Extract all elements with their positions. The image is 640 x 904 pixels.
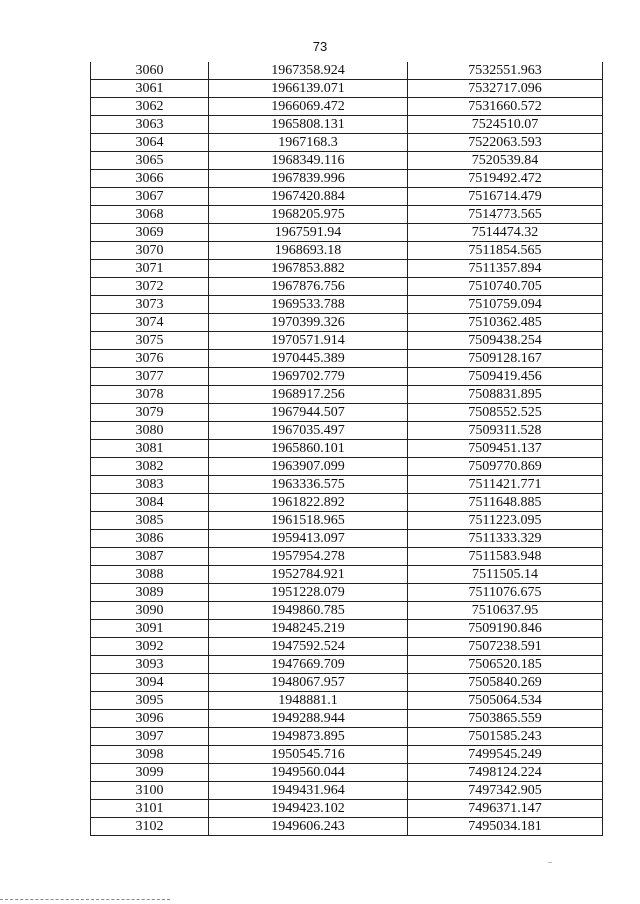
x-coordinate-cell: 1949423.102	[209, 800, 408, 818]
page-number: 73	[312, 39, 328, 54]
point-number-cell: 3060	[91, 62, 209, 80]
scan-speck	[548, 862, 552, 863]
y-coordinate-cell: 7520539.84	[408, 152, 603, 170]
x-coordinate-cell: 1970445.389	[209, 350, 408, 368]
table-row	[91, 62, 603, 80]
table-row	[91, 764, 603, 782]
table-row	[91, 170, 603, 188]
x-coordinate-cell: 1965860.101	[209, 440, 408, 458]
x-coordinate-cell: 1947592.524	[209, 638, 408, 656]
point-number-cell: 3085	[91, 512, 209, 530]
y-coordinate-cell: 7524510.07	[408, 116, 603, 134]
table-row	[91, 152, 603, 170]
y-coordinate-cell: 7507238.591	[408, 638, 603, 656]
y-coordinate-cell: 7511648.885	[408, 494, 603, 512]
y-coordinate-cell: 7531660.572	[408, 98, 603, 116]
point-number-cell: 3099	[91, 764, 209, 782]
point-number-cell: 3082	[91, 458, 209, 476]
point-number-cell: 3097	[91, 728, 209, 746]
x-coordinate-cell: 1957954.278	[209, 548, 408, 566]
y-coordinate-cell: 7511223.095	[408, 512, 603, 530]
coordinates-table-body	[91, 62, 603, 836]
point-number-cell: 3091	[91, 620, 209, 638]
point-number-cell: 3100	[91, 782, 209, 800]
x-coordinate-cell: 1949431.964	[209, 782, 408, 800]
x-coordinate-cell: 1949873.895	[209, 728, 408, 746]
table-row	[91, 584, 603, 602]
x-coordinate-cell: 1948245.219	[209, 620, 408, 638]
point-number-cell: 3070	[91, 242, 209, 260]
x-coordinate-cell: 1959413.097	[209, 530, 408, 548]
y-coordinate-cell: 7532551.963	[408, 62, 603, 80]
table-row	[91, 656, 603, 674]
y-coordinate-cell: 7506520.185	[408, 656, 603, 674]
point-number-cell: 3064	[91, 134, 209, 152]
point-number-cell: 3080	[91, 422, 209, 440]
y-coordinate-cell: 7516714.479	[408, 188, 603, 206]
y-coordinate-cell: 7509451.137	[408, 440, 603, 458]
table-row	[91, 134, 603, 152]
point-number-cell: 3101	[91, 800, 209, 818]
point-number-cell: 3069	[91, 224, 209, 242]
point-number-cell: 3067	[91, 188, 209, 206]
table-row	[91, 242, 603, 260]
table-row	[91, 422, 603, 440]
table-row	[91, 638, 603, 656]
y-coordinate-cell: 7509128.167	[408, 350, 603, 368]
y-coordinate-cell: 7514474.32	[408, 224, 603, 242]
y-coordinate-cell: 7508831.895	[408, 386, 603, 404]
y-coordinate-cell: 7511854.565	[408, 242, 603, 260]
table-row	[91, 350, 603, 368]
point-number-cell: 3077	[91, 368, 209, 386]
y-coordinate-cell: 7499545.249	[408, 746, 603, 764]
point-number-cell: 3090	[91, 602, 209, 620]
x-coordinate-cell: 1948067.957	[209, 674, 408, 692]
table-row	[91, 494, 603, 512]
y-coordinate-cell: 7508552.525	[408, 404, 603, 422]
y-coordinate-cell: 7510637.95	[408, 602, 603, 620]
point-number-cell: 3089	[91, 584, 209, 602]
point-number-cell: 3072	[91, 278, 209, 296]
x-coordinate-cell: 1949860.785	[209, 602, 408, 620]
point-number-cell: 3081	[91, 440, 209, 458]
point-number-cell: 3075	[91, 332, 209, 350]
point-number-cell: 3062	[91, 98, 209, 116]
point-number-cell: 3088	[91, 566, 209, 584]
table-row	[91, 98, 603, 116]
y-coordinate-cell: 7510740.705	[408, 278, 603, 296]
y-coordinate-cell: 7505064.534	[408, 692, 603, 710]
y-coordinate-cell: 7522063.593	[408, 134, 603, 152]
coordinates-table	[90, 62, 603, 836]
x-coordinate-cell: 1968205.975	[209, 206, 408, 224]
y-coordinate-cell: 7496371.147	[408, 800, 603, 818]
point-number-cell: 3079	[91, 404, 209, 422]
y-coordinate-cell: 7514773.565	[408, 206, 603, 224]
x-coordinate-cell: 1949560.044	[209, 764, 408, 782]
point-number-cell: 3092	[91, 638, 209, 656]
table-row	[91, 530, 603, 548]
x-coordinate-cell: 1970571.914	[209, 332, 408, 350]
point-number-cell: 3071	[91, 260, 209, 278]
table-row	[91, 458, 603, 476]
x-coordinate-cell: 1949288.944	[209, 710, 408, 728]
x-coordinate-cell: 1965808.131	[209, 116, 408, 134]
x-coordinate-cell: 1968349.116	[209, 152, 408, 170]
point-number-cell: 3098	[91, 746, 209, 764]
table-row	[91, 188, 603, 206]
x-coordinate-cell: 1966139.071	[209, 80, 408, 98]
table-row	[91, 314, 603, 332]
x-coordinate-cell: 1952784.921	[209, 566, 408, 584]
x-coordinate-cell: 1967168.3	[209, 134, 408, 152]
y-coordinate-cell: 7505840.269	[408, 674, 603, 692]
x-coordinate-cell: 1950545.716	[209, 746, 408, 764]
x-coordinate-cell: 1967035.497	[209, 422, 408, 440]
x-coordinate-cell: 1969533.788	[209, 296, 408, 314]
x-coordinate-cell: 1966069.472	[209, 98, 408, 116]
point-number-cell: 3084	[91, 494, 209, 512]
x-coordinate-cell: 1967876.756	[209, 278, 408, 296]
point-number-cell: 3074	[91, 314, 209, 332]
y-coordinate-cell: 7501585.243	[408, 728, 603, 746]
table-row	[91, 566, 603, 584]
y-coordinate-cell: 7519492.472	[408, 170, 603, 188]
point-number-cell: 3094	[91, 674, 209, 692]
point-number-cell: 3065	[91, 152, 209, 170]
x-coordinate-cell: 1947669.709	[209, 656, 408, 674]
table-row	[91, 674, 603, 692]
table-row	[91, 818, 603, 836]
y-coordinate-cell: 7511333.329	[408, 530, 603, 548]
x-coordinate-cell: 1967420.884	[209, 188, 408, 206]
table-row	[91, 602, 603, 620]
y-coordinate-cell: 7511076.675	[408, 584, 603, 602]
x-coordinate-cell: 1951228.079	[209, 584, 408, 602]
table-row	[91, 476, 603, 494]
table-row	[91, 710, 603, 728]
y-coordinate-cell: 7503865.559	[408, 710, 603, 728]
y-coordinate-cell: 7509190.846	[408, 620, 603, 638]
y-coordinate-cell: 7511505.14	[408, 566, 603, 584]
x-coordinate-cell: 1963907.099	[209, 458, 408, 476]
x-coordinate-cell: 1967358.924	[209, 62, 408, 80]
table-row	[91, 332, 603, 350]
x-coordinate-cell: 1967853.882	[209, 260, 408, 278]
y-coordinate-cell: 7509438.254	[408, 332, 603, 350]
point-number-cell: 3078	[91, 386, 209, 404]
table-row	[91, 296, 603, 314]
y-coordinate-cell: 7532717.096	[408, 80, 603, 98]
table-row	[91, 620, 603, 638]
point-number-cell: 3093	[91, 656, 209, 674]
table-row	[91, 80, 603, 98]
x-coordinate-cell: 1948881.1	[209, 692, 408, 710]
y-coordinate-cell: 7509419.456	[408, 368, 603, 386]
table-row	[91, 260, 603, 278]
table-row	[91, 746, 603, 764]
y-coordinate-cell: 7511421.771	[408, 476, 603, 494]
x-coordinate-cell: 1967591.94	[209, 224, 408, 242]
x-coordinate-cell: 1961822.892	[209, 494, 408, 512]
scan-edge-mark	[0, 899, 170, 902]
point-number-cell: 3086	[91, 530, 209, 548]
point-number-cell: 3073	[91, 296, 209, 314]
table-row	[91, 278, 603, 296]
point-number-cell: 3083	[91, 476, 209, 494]
point-number-cell: 3066	[91, 170, 209, 188]
table-row	[91, 548, 603, 566]
x-coordinate-cell: 1949606.243	[209, 818, 408, 836]
y-coordinate-cell: 7510759.094	[408, 296, 603, 314]
y-coordinate-cell: 7511357.894	[408, 260, 603, 278]
y-coordinate-cell: 7498124.224	[408, 764, 603, 782]
point-number-cell: 3076	[91, 350, 209, 368]
point-number-cell: 3068	[91, 206, 209, 224]
y-coordinate-cell: 7509311.528	[408, 422, 603, 440]
table-row	[91, 728, 603, 746]
x-coordinate-cell: 1963336.575	[209, 476, 408, 494]
table-row	[91, 386, 603, 404]
x-coordinate-cell: 1968693.18	[209, 242, 408, 260]
y-coordinate-cell: 7509770.869	[408, 458, 603, 476]
x-coordinate-cell: 1967944.507	[209, 404, 408, 422]
point-number-cell: 3063	[91, 116, 209, 134]
point-number-cell: 3095	[91, 692, 209, 710]
point-number-cell: 3087	[91, 548, 209, 566]
y-coordinate-cell: 7510362.485	[408, 314, 603, 332]
table-row	[91, 368, 603, 386]
table-row	[91, 440, 603, 458]
y-coordinate-cell: 7497342.905	[408, 782, 603, 800]
table-row	[91, 404, 603, 422]
x-coordinate-cell: 1969702.779	[209, 368, 408, 386]
point-number-cell: 3102	[91, 818, 209, 836]
x-coordinate-cell: 1967839.996	[209, 170, 408, 188]
table-row	[91, 224, 603, 242]
y-coordinate-cell: 7495034.181	[408, 818, 603, 836]
point-number-cell: 3096	[91, 710, 209, 728]
x-coordinate-cell: 1961518.965	[209, 512, 408, 530]
y-coordinate-cell: 7511583.948	[408, 548, 603, 566]
x-coordinate-cell: 1968917.256	[209, 386, 408, 404]
table-row	[91, 800, 603, 818]
point-number-cell: 3061	[91, 80, 209, 98]
table-row	[91, 782, 603, 800]
table-row	[91, 512, 603, 530]
table-row	[91, 206, 603, 224]
table-row	[91, 692, 603, 710]
x-coordinate-cell: 1970399.326	[209, 314, 408, 332]
table-row	[91, 116, 603, 134]
